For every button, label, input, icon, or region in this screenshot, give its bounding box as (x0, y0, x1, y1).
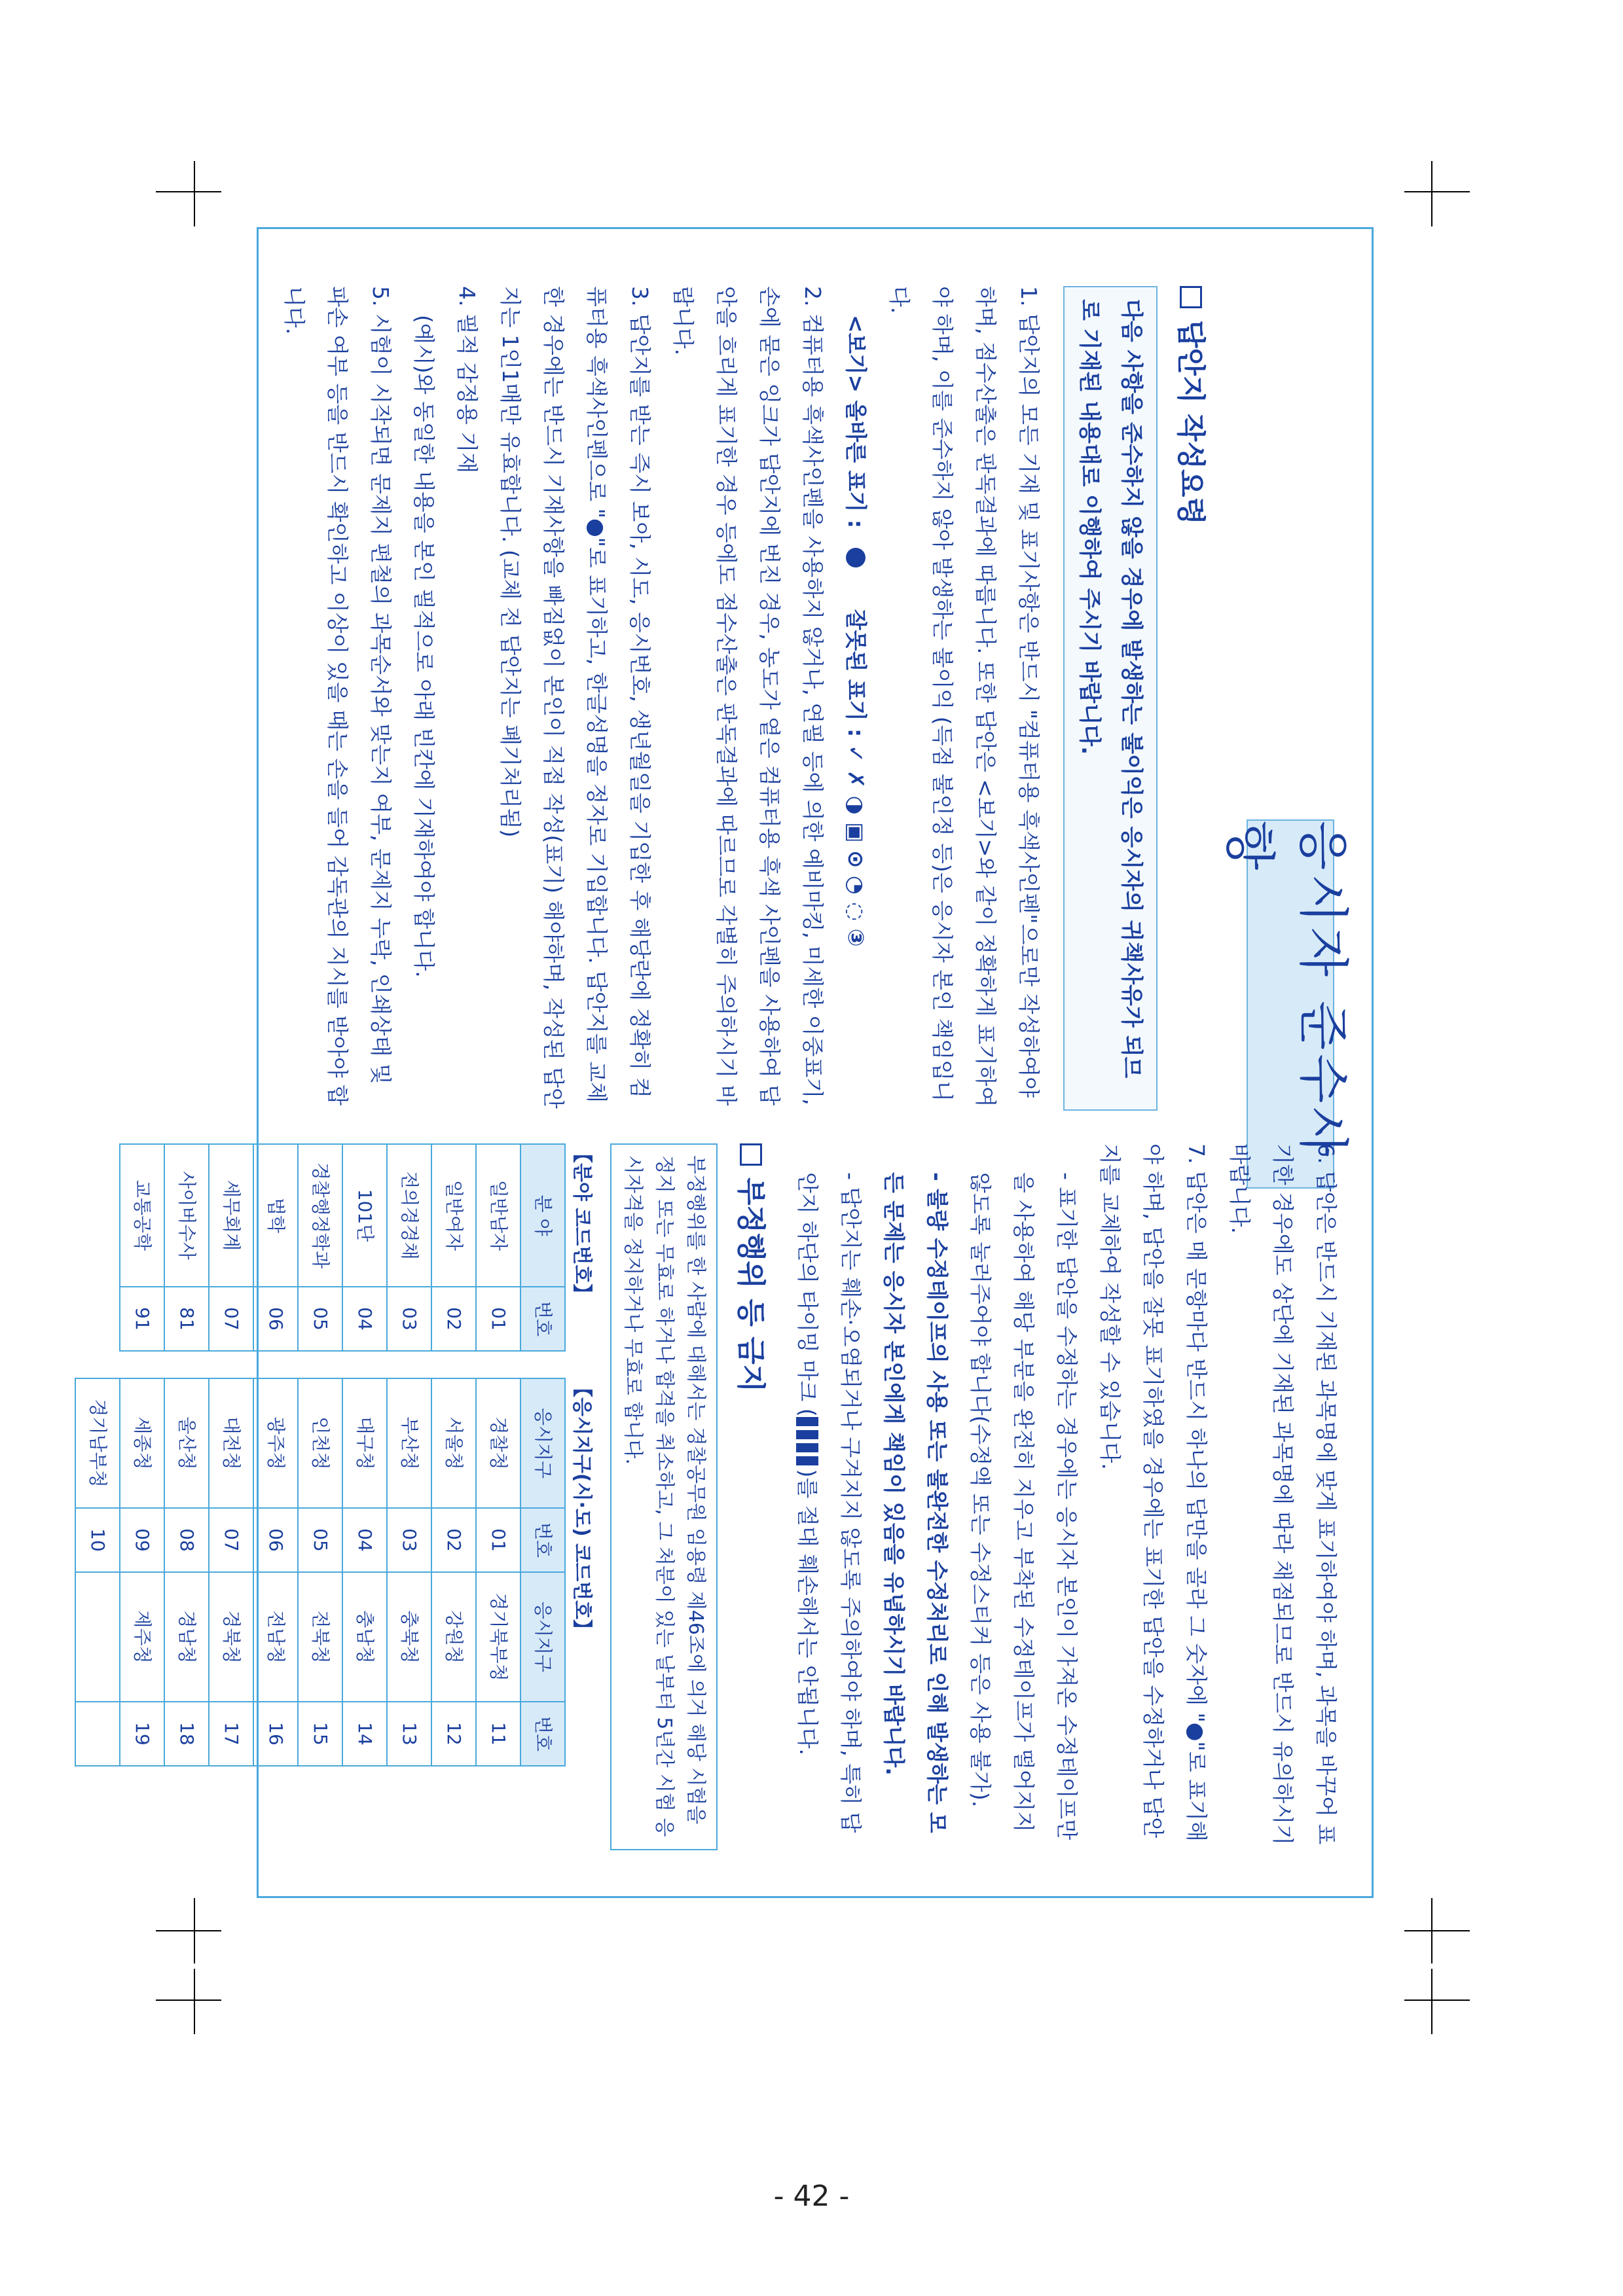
crop-mark (1431, 1898, 1432, 1964)
table-cell: 제주청 (120, 1572, 164, 1702)
table-row (164, 1144, 209, 1351)
table-cell: 10 (75, 1508, 120, 1572)
table-row (164, 1378, 209, 1766)
table-row (387, 1144, 431, 1351)
table-cell: 대구청 (342, 1378, 387, 1508)
table-cell: 울산청 (164, 1378, 209, 1508)
table-cell: 일반여자 (431, 1144, 476, 1287)
table-cell: 81 (164, 1287, 209, 1351)
table-cell: 전북청 (298, 1572, 342, 1702)
table-cell: 17 (209, 1702, 253, 1766)
table-cell (75, 1702, 120, 1766)
table-cell: 법학 (253, 1144, 298, 1287)
table-cell: 광주청 (253, 1378, 298, 1508)
ban-note: 부정행위를 한 사람에 대해서는 경찰공무원 임용령 제46조에 의거 해당 시험을 정지 또는 무효로 하거나 합격을 취소하고, 그 처분이 있는 날부터 5년간 시험 응시자격을 정지하거나 무효로 합니다. (610, 1143, 718, 1850)
table-cell: 01 (476, 1287, 520, 1351)
table-cell: 경남청 (164, 1572, 209, 1702)
table-cell: 07 (209, 1508, 253, 1572)
timing-mark-icon (796, 1417, 818, 1426)
table-cell: 11 (476, 1702, 520, 1766)
section-heading-write-guide: 답안지 작성요령 (1164, 286, 1216, 1111)
rotated-notice-panel (87, 227, 1374, 1898)
section-heading-ban: 부정행위 등 금지 (724, 1143, 776, 1850)
table-cell: 서울청 (431, 1378, 476, 1508)
square-bullet-icon (740, 1143, 762, 1166)
table-header: 번호 (520, 1702, 565, 1766)
example-marks: <보기> 올바른 표기 : 잘못된 표기 : ✓ ✗ ◑ ▣ ⊙ ◔ ◌ ③ (843, 315, 869, 947)
timing-mark-icon (796, 1456, 818, 1465)
table-cell: 경북청 (209, 1572, 253, 1702)
table-row (298, 1144, 342, 1351)
table-cell: 15 (298, 1702, 342, 1766)
right-column (75, 1143, 1347, 1850)
warning-notice: 다음 사항을 준수하지 않을 경우에 발생하는 불이익은 응시자의 귀책사유가 되므로 기재된 내용대로 이행하여 주시기 바랍니다. (1063, 286, 1158, 1111)
table-cell: 교통공학 (120, 1144, 164, 1287)
region-code-table-wrap (75, 1378, 606, 1767)
crop-mark (1404, 191, 1470, 192)
table-cell: 03 (387, 1508, 431, 1572)
table-cell: 06 (253, 1287, 298, 1351)
table-cell: 12 (431, 1702, 476, 1766)
table-cell: 02 (431, 1508, 476, 1572)
table-row (209, 1144, 253, 1351)
guide-item-7-a: - 표기한 답안을 수정하는 경우에는 응시자 본인이 가져온 수정테이프만을 사용하여 해당 부분을 완전히 지우고 부착된 수정테이프가 떨어지지 않도록 눌러주어야 합니다(수정액 또는 수정스티커 등은 사용 불가). (968, 1172, 1080, 1840)
crop-mark (156, 2000, 221, 2001)
guide-item-2: 2. 컴퓨터용 흑색사인펜을 사용하지 않거나, 연필 등에 의한 예비마킹, 미세한 이중표기, 손에 묻은 잉크가 답안지에 번진 경우, 농도가 옅은 컴퓨터용 흑색 사인펜을 사용하여 답안을 흐리게 표기한 경우 등에도 점수산출은 판독결과에 따르므로 각별히 주의하시기 바랍니다. (670, 286, 826, 1106)
table-cell: 14 (342, 1702, 387, 1766)
table-header: 분 야 (520, 1144, 565, 1287)
guide-item-1: 1. 답안지의 모든 기재 및 표기사항은 반드시 "컴퓨터용 흑색사인펜"으로만 작성하여야 하며, 점수산출은 판독결과에 따릅니다. 또한 답안은 <보기>와 같이 정확하게 표기하여야 하며, 이를 준수하지 않아 발생하는 불이익 (득점 불인정 등)은 응시자 본인 책임입니다. (886, 286, 1042, 1107)
table-header: 번호 (520, 1287, 565, 1351)
crop-mark (194, 161, 195, 226)
table-cell: 06 (253, 1508, 298, 1572)
table-cell: 04 (342, 1287, 387, 1351)
table-row (75, 1378, 120, 1766)
table-cell: 19 (120, 1702, 164, 1766)
table-cell: 경찰청 (476, 1378, 520, 1508)
table-cell: 전의경경채 (387, 1144, 431, 1287)
code-tables (75, 1143, 606, 1850)
table-cell: 세무회계 (209, 1144, 253, 1287)
guide-item-5: 5. 시험이 시작되면 문제지 편철의 과목순서와 맞는지 여부, 문제지 누락, 인쇄상태 및 파손 여부 등을 반드시 확인하고 이상이 있을 때는 손을 들어 감독관의 지시를 받아야 합니다. (282, 286, 393, 1106)
crop-mark (1431, 1969, 1432, 2034)
table-header: 응시지구 (520, 1572, 565, 1702)
table-cell: 일반남자 (476, 1144, 520, 1287)
table-cell: 02 (431, 1287, 476, 1351)
table-cell: 경기남부청 (75, 1378, 120, 1508)
table-cell (75, 1572, 120, 1702)
page-title: 응시자 준수사항 (1247, 819, 1334, 1189)
table-cell: 사이버수사 (164, 1144, 209, 1287)
field-code-title: 【분야 코드번호】 (570, 1143, 593, 1304)
field-code-table (119, 1143, 566, 1352)
crop-mark (1404, 2000, 1470, 2001)
table-cell: 07 (209, 1287, 253, 1351)
filled-circle-icon (846, 548, 866, 567)
crop-mark (156, 1930, 221, 1931)
table-cell: 18 (164, 1702, 209, 1766)
table-cell: 인천청 (298, 1378, 342, 1508)
table-cell: 충북청 (387, 1572, 431, 1702)
table-row (342, 1144, 387, 1351)
guide-item-3: 3. 답안지를 받는 즉시 보아, 시도, 응시번호, 생년월일을 기입한 후 해당란에 정확히 컴퓨터용 흑색사인펜으로 "●"로 표기하고, 한글성명을 정자로 기입합니다. 답안지를 교체한 경우에는 반드시 기재사항을 빠짐없이 본인이 직접 작성(표기) 해야하며, 작성된 답안지는 1인1매만 유효합니다. (교체 전 답안지는 폐기처리됨) (498, 286, 653, 1109)
table-header: 응시지구 (520, 1378, 565, 1508)
table-cell: 09 (120, 1508, 164, 1572)
guide-item-4-detail: (예시)와 동일한 내용을 본인 필적으로 아래 빈칸에 기재하여야 합니다. (411, 315, 437, 978)
table-cell: 01 (476, 1508, 520, 1572)
guide-item-7-b: - 불량 수정테이프의 사용 또는 불완전한 수정처리로 인해 발생하는 모든 문제는 응시자 본인에게 책임이 있음을 유념하시기 바랍니다. (881, 1172, 950, 1833)
region-code-table (75, 1378, 566, 1767)
guide-item-4: 4. 필적 감정용 기재 (454, 286, 480, 474)
table-cell: 대전청 (209, 1378, 253, 1508)
timing-mark-icon (796, 1443, 818, 1452)
guide-item-6: 6. 답안은 반드시 기재된 과목명에 맞게 표기하여야 하며, 과목을 바꾸어 표기한 경우에도 상단에 기재된 과목명에 따라 채점되므로 반드시 유의하시기 바랍니다. (1227, 1143, 1339, 1846)
table-cell: 91 (120, 1287, 164, 1351)
table-row (387, 1378, 431, 1766)
table-cell: 04 (342, 1508, 387, 1572)
table-cell: 경찰행정학과 (298, 1144, 342, 1287)
table-row (120, 1144, 164, 1351)
field-code-table-wrap (75, 1143, 606, 1352)
guide-item-7: 7. 답안은 매 문항마다 반드시 하나의 답만을 골라 그 숫자에 "●"로 표기해야 하며, 답안을 잘못 표기하였을 경우에는 표기한 답안을 수정하거나 답안지를 교체하여 작성할 수 있습니다. (1097, 1143, 1209, 1842)
region-code-title: 【응시지구(시·도) 코드번호】 (570, 1378, 593, 1640)
table-cell: 전남청 (253, 1572, 298, 1702)
table-cell: 경기북부청 (476, 1572, 520, 1702)
table-row (476, 1144, 520, 1351)
table-cell: 강원청 (431, 1572, 476, 1702)
table-row (298, 1378, 342, 1766)
table-row (431, 1378, 476, 1766)
crop-mark (1431, 161, 1432, 226)
crop-mark (194, 1969, 195, 2034)
crop-mark (156, 191, 221, 192)
table-row (253, 1144, 298, 1351)
guide-item-7-c: - 답안지는 훼손·오염되거나 구겨지지 않도록 주의하여야 하며, 특히 답안지 하단의 타이밍 마크 ()를 절대 훼손해서는 안됩니다. (795, 1172, 864, 1833)
crop-mark (194, 1898, 195, 1964)
page-number: - 42 - (773, 2179, 850, 2213)
table-cell: 세종청 (120, 1378, 164, 1508)
table-row (476, 1378, 520, 1766)
table-cell: 03 (387, 1287, 431, 1351)
table-header: 번호 (520, 1508, 565, 1572)
table-row (120, 1378, 164, 1766)
crop-mark (1404, 1930, 1470, 1931)
timing-mark-icon (796, 1430, 818, 1439)
table-cell: 13 (387, 1702, 431, 1766)
table-cell: 16 (253, 1702, 298, 1766)
table-row (342, 1378, 387, 1766)
table-cell: 08 (164, 1508, 209, 1572)
table-row (431, 1144, 476, 1351)
table-row (253, 1378, 298, 1766)
left-column (272, 286, 1216, 1111)
table-cell: 101단 (342, 1144, 387, 1287)
table-row (209, 1378, 253, 1766)
table-cell: 부산청 (387, 1378, 431, 1508)
table-cell: 05 (298, 1287, 342, 1351)
table-cell: 충남청 (342, 1572, 387, 1702)
table-cell: 05 (298, 1508, 342, 1572)
square-bullet-icon (1180, 286, 1202, 308)
